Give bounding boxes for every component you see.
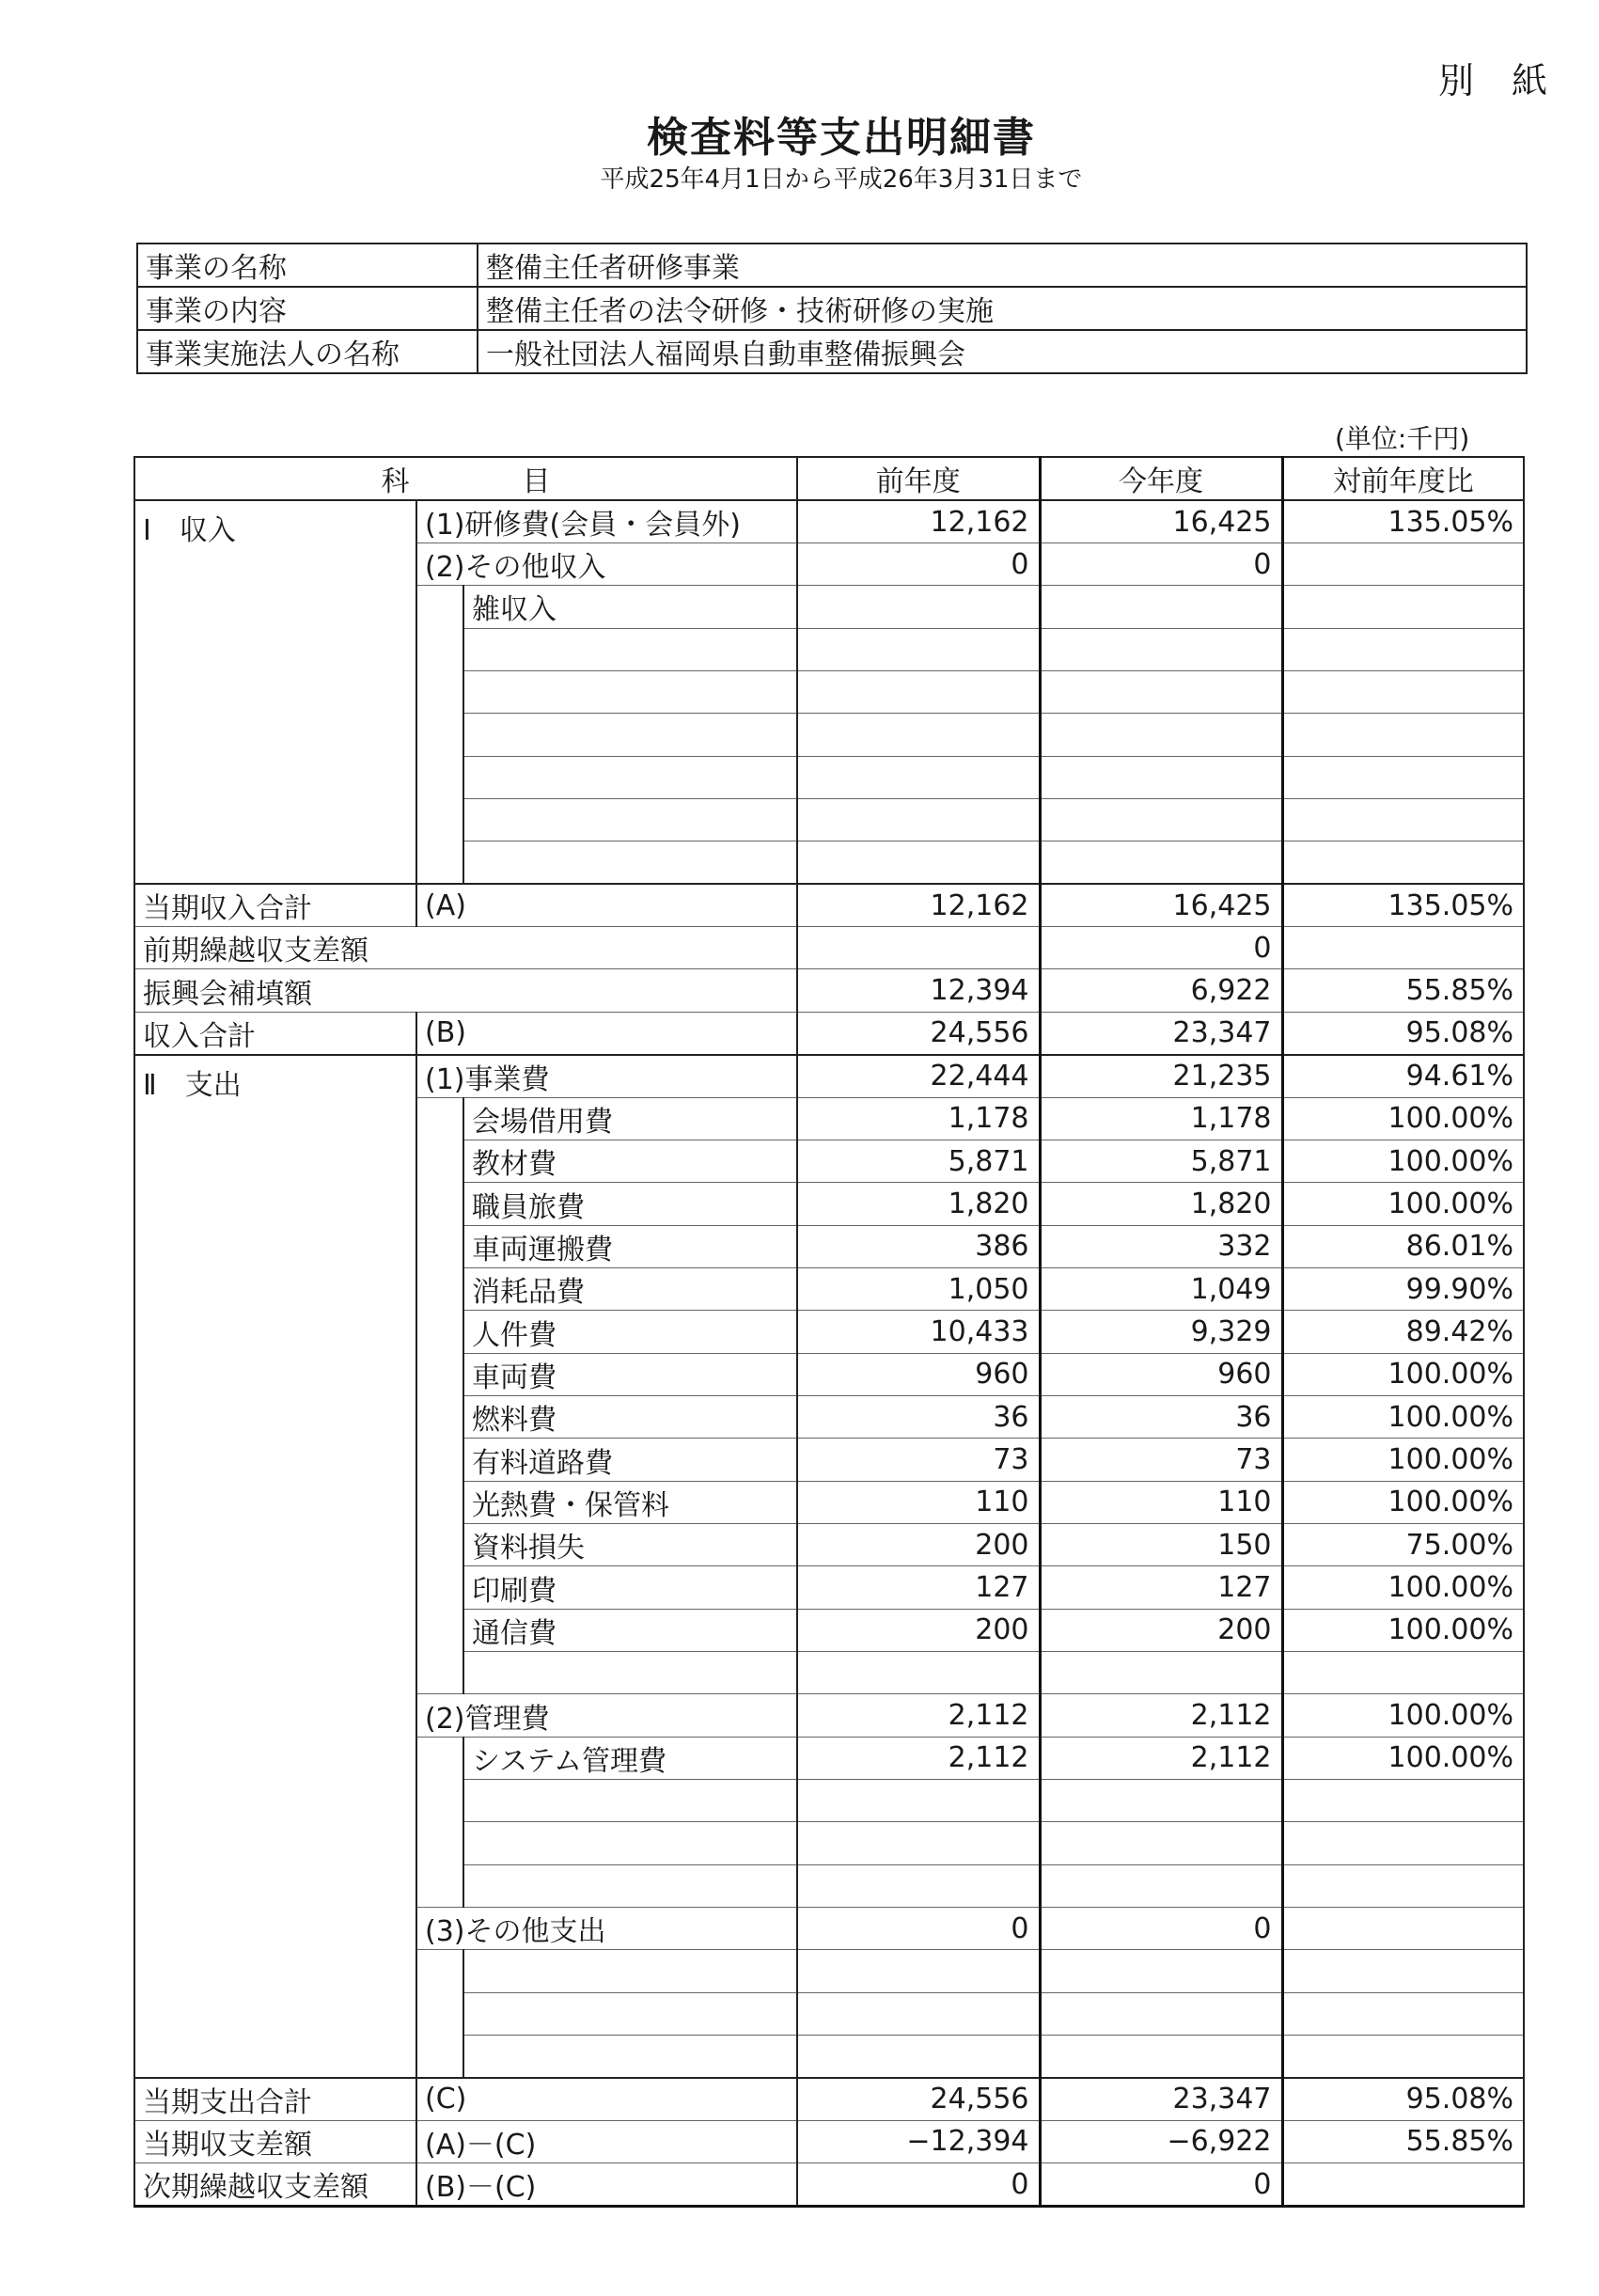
prev-value: 2,112	[797, 1694, 1040, 1737]
prev-value: 24,556	[797, 2078, 1040, 2121]
indent-cell	[416, 1737, 463, 1907]
curr-value: 200	[1040, 1609, 1282, 1651]
ratio-value: 55.85%	[1282, 2120, 1524, 2162]
row-label: 当期収入合計	[134, 884, 416, 927]
info-value: 一般社団法人福岡県自動車整備振興会	[478, 330, 1527, 373]
curr-value: 9,329	[1040, 1311, 1282, 1353]
header-prev: 前年度	[797, 457, 1040, 500]
page-title: 検査料等支出明細書	[647, 114, 1036, 162]
header-row	[134, 457, 1524, 500]
row-label: (3)その他支出	[416, 1908, 797, 1950]
expense-section-label: Ⅱ 支出	[134, 1055, 416, 2078]
row-label: 光熱費・保管料	[463, 1481, 797, 1523]
prev-value: 386	[797, 1225, 1040, 1267]
row-label: 車両運搬費	[463, 1225, 797, 1267]
ratio-value: 100.00%	[1282, 1097, 1524, 1140]
curr-value: 6,922	[1040, 969, 1282, 1012]
row-label: 当期支出合計	[134, 2078, 416, 2121]
row-label: (2)管理費	[416, 1694, 797, 1737]
header-curr: 今年度	[1040, 457, 1282, 500]
row-label: 印刷費	[463, 1566, 797, 1609]
row-label: 次期繰越収支差額	[134, 2163, 416, 2207]
ratio-value: 55.85%	[1282, 969, 1524, 1012]
ratio-value: 135.05%	[1282, 884, 1524, 927]
ratio-value: 100.00%	[1282, 1183, 1524, 1225]
curr-value: 0	[1040, 2163, 1282, 2207]
ratio-value: 95.08%	[1282, 1012, 1524, 1055]
ratio-value	[1282, 1908, 1524, 1950]
table-row	[134, 969, 1524, 1012]
prev-value: 1,820	[797, 1183, 1040, 1225]
row-mark: (C)	[416, 2078, 797, 2121]
prev-value: 5,871	[797, 1140, 1040, 1183]
curr-value: 2,112	[1040, 1737, 1282, 1779]
prev-value: 73	[797, 1439, 1040, 1481]
ratio-value: 94.61%	[1282, 1055, 1524, 1098]
table-row	[134, 884, 1524, 927]
row-label: システム管理費	[463, 1737, 797, 1779]
table-row	[134, 2120, 1524, 2162]
info-value: 整備主任者の法令研修・技術研修の実施	[478, 287, 1527, 330]
curr-value: 1,178	[1040, 1097, 1282, 1140]
info-label: 事業実施法人の名称	[137, 330, 478, 373]
indent-cell	[416, 1950, 463, 2078]
curr-value: 150	[1040, 1524, 1282, 1566]
prev-value: 36	[797, 1396, 1040, 1439]
row-label: 有料道路費	[463, 1439, 797, 1481]
row-mark: (B)－(C)	[416, 2163, 797, 2207]
curr-value: 1,049	[1040, 1268, 1282, 1311]
ratio-value: 100.00%	[1282, 1737, 1524, 1779]
curr-value: 21,235	[1040, 1055, 1282, 1098]
curr-value: 36	[1040, 1396, 1282, 1439]
curr-value: 16,425	[1040, 500, 1282, 543]
row-label: 雑収入	[463, 586, 797, 628]
table-row	[134, 1055, 1524, 1098]
curr-value: 23,347	[1040, 1012, 1282, 1055]
row-label: 収入合計	[134, 1012, 416, 1055]
info-label: 事業の名称	[137, 244, 478, 287]
prev-value: 2,112	[797, 1737, 1040, 1779]
table-row	[134, 1012, 1524, 1055]
row-label: 通信費	[463, 1609, 797, 1651]
prev-value: 24,556	[797, 1012, 1040, 1055]
ratio-value: 135.05%	[1282, 500, 1524, 543]
prev-value: 0	[797, 2163, 1040, 2207]
ratio-value: 86.01%	[1282, 1225, 1524, 1267]
ratio-value: 99.90%	[1282, 1268, 1524, 1311]
curr-value: 0	[1040, 1908, 1282, 1950]
row-label: 振興会補填額	[134, 969, 797, 1012]
curr-value: 960	[1040, 1353, 1282, 1395]
curr-value: 0	[1040, 543, 1282, 586]
ratio-value	[1282, 2163, 1524, 2207]
row-label: (1)事業費	[416, 1055, 797, 1098]
row-label: 教材費	[463, 1140, 797, 1183]
curr-value	[1040, 586, 1282, 628]
prev-value: 960	[797, 1353, 1040, 1395]
row-label: 資料損失	[463, 1524, 797, 1566]
ratio-value: 95.08%	[1282, 2078, 1524, 2121]
period-text: 平成25年4月1日から平成26年3月31日まで	[600, 165, 1083, 194]
info-row	[137, 287, 1527, 330]
row-mark: (B)	[416, 1012, 797, 1055]
curr-value: −6,922	[1040, 2120, 1282, 2162]
curr-value: 110	[1040, 1481, 1282, 1523]
curr-value: 16,425	[1040, 884, 1282, 927]
ratio-value: 100.00%	[1282, 1396, 1524, 1439]
ratio-value: 100.00%	[1282, 1694, 1524, 1737]
info-row	[137, 330, 1527, 373]
ratio-value: 100.00%	[1282, 1353, 1524, 1395]
attachment-label: 別 紙	[1438, 60, 1561, 102]
indent-cell	[416, 586, 463, 884]
prev-value: 12,162	[797, 884, 1040, 927]
row-label: 消耗品費	[463, 1268, 797, 1311]
curr-value: 23,347	[1040, 2078, 1282, 2121]
info-row	[137, 244, 1527, 287]
curr-value: 5,871	[1040, 1140, 1282, 1183]
prev-value: 12,162	[797, 500, 1040, 543]
ratio-value: 100.00%	[1282, 1140, 1524, 1183]
ratio-value	[1282, 543, 1524, 586]
row-mark: (A)－(C)	[416, 2120, 797, 2162]
expense-statement-table	[133, 456, 1525, 2208]
unit-label: (単位:千円)	[1335, 423, 1470, 454]
table-row	[134, 500, 1524, 543]
row-label: 燃料費	[463, 1396, 797, 1439]
project-info-table	[136, 243, 1528, 374]
curr-value: 2,112	[1040, 1694, 1282, 1737]
row-mark: (A)	[416, 884, 797, 927]
row-label: 会場借用費	[463, 1097, 797, 1140]
ratio-value: 100.00%	[1282, 1439, 1524, 1481]
ratio-value	[1282, 927, 1524, 969]
prev-value: 110	[797, 1481, 1040, 1523]
row-label: 前期繰越収支差額	[134, 927, 797, 969]
curr-value: 1,820	[1040, 1183, 1282, 1225]
header-ratio: 対前年度比	[1282, 457, 1524, 500]
ratio-value: 100.00%	[1282, 1566, 1524, 1609]
prev-value: 1,178	[797, 1097, 1040, 1140]
table-row	[134, 927, 1524, 969]
curr-value: 0	[1040, 927, 1282, 969]
row-label: 当期収支差額	[134, 2120, 416, 2162]
prev-value	[797, 586, 1040, 628]
prev-value: 200	[797, 1609, 1040, 1651]
table-row	[134, 2078, 1524, 2121]
prev-value: 0	[797, 1908, 1040, 1950]
prev-value	[797, 927, 1040, 969]
row-label: (1)研修費(会員・会員外)	[416, 500, 797, 543]
prev-value: 12,394	[797, 969, 1040, 1012]
curr-value: 332	[1040, 1225, 1282, 1267]
prev-value: 10,433	[797, 1311, 1040, 1353]
curr-value: 127	[1040, 1566, 1282, 1609]
prev-value: 127	[797, 1566, 1040, 1609]
ratio-value: 100.00%	[1282, 1481, 1524, 1523]
ratio-value: 75.00%	[1282, 1524, 1524, 1566]
row-label: (2)その他収入	[416, 543, 797, 586]
ratio-value: 89.42%	[1282, 1311, 1524, 1353]
prev-value: 200	[797, 1524, 1040, 1566]
prev-value: 0	[797, 543, 1040, 586]
row-label: 職員旅費	[463, 1183, 797, 1225]
ratio-value	[1282, 586, 1524, 628]
income-section-label: Ⅰ 収入	[134, 500, 416, 884]
prev-value: 22,444	[797, 1055, 1040, 1098]
info-label: 事業の内容	[137, 287, 478, 330]
indent-cell	[416, 1097, 463, 1694]
curr-value: 73	[1040, 1439, 1282, 1481]
table-row	[134, 2163, 1524, 2207]
ratio-value: 100.00%	[1282, 1609, 1524, 1651]
header-item: 科 目	[134, 457, 797, 500]
info-value: 整備主任者研修事業	[478, 244, 1527, 287]
row-label: 人件費	[463, 1311, 797, 1353]
prev-value: 1,050	[797, 1268, 1040, 1311]
row-label: 車両費	[463, 1353, 797, 1395]
prev-value: −12,394	[797, 2120, 1040, 2162]
